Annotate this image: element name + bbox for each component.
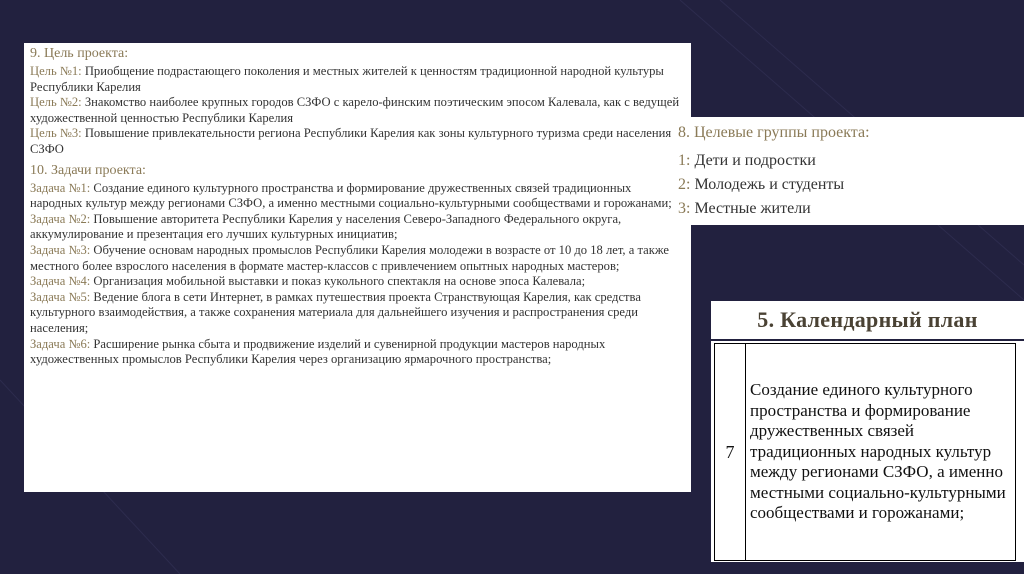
- calendar-plan-table: [714, 343, 1016, 561]
- target-group-item: [678, 197, 1021, 221]
- target-group-text: Местные жители: [690, 200, 811, 217]
- calendar-plan-title: 5. Календарный план: [757, 307, 978, 332]
- task-prefix: Задача №6:: [30, 336, 91, 351]
- target-group-item: [678, 149, 1021, 173]
- goal-text: Знакомство наиболее крупных городов СЗФО с карело-финским поэтическим эпосом Калевала, как с ведущей художественной ценностью Республики Карелия: [30, 95, 680, 125]
- task-text: Ведение блога в сети Интернет, в рамках путешествия проекта Странствующая Карелия, как средства культурного взаимодействия, а также сохранения материала для дальнейшего изучения и распространения среди населения;: [30, 289, 641, 335]
- goal-prefix: Цель №1:: [30, 64, 82, 78]
- table-row: [715, 344, 1016, 561]
- task-prefix: Задача №2:: [30, 211, 91, 226]
- task-item: [30, 212, 685, 243]
- task-text: Обучение основам народных промыслов Республики Карелия молодежи в возрасте от 10 до 18 лет, а также местного более взрослого населения в формате мастер-классов с привлечением опытных народных мастеров;: [30, 242, 669, 273]
- target-groups-heading: 8. Целевые группы проекта:: [678, 124, 870, 141]
- task-prefix: Задача №3:: [30, 242, 91, 257]
- task-text: Организация мобильной выставки и показ кукольного спектакля на основе эпоса Калевала;: [90, 274, 586, 289]
- calendar-plan-table-panel: [711, 341, 1024, 562]
- target-group-number: 2:: [678, 176, 691, 193]
- row-text-cell: Создание единого культурного пространства и формирование дружественных связей традиционных народных культур между регионами СЗФО, а именно местными социально-культурными сообществами и горожанами;: [746, 344, 1016, 561]
- target-groups-panel: [672, 117, 1024, 225]
- tasks-heading: 10. Задачи проекта:: [30, 162, 146, 178]
- target-group-item: [678, 173, 1021, 197]
- task-prefix: Задача №5:: [30, 289, 91, 304]
- target-group-text: Дети и подростки: [690, 152, 816, 169]
- task-prefix: Задача №4:: [30, 274, 91, 289]
- calendar-plan-title-panel: [711, 301, 1024, 339]
- goal-text: Приобщение подрастающего поколения и местных жителей к ценностям традиционной народной культуры Республики Карелия: [30, 64, 664, 94]
- goal-item: [30, 126, 685, 157]
- task-item: [30, 243, 685, 274]
- task-text: Расширение рынка сбыта и продвижение изделий и сувенирной продукции мастеров народных художественных промыслов Республики Карелия через организацию ярмарочного пространства;: [30, 336, 606, 367]
- row-index-cell: 7: [715, 344, 746, 561]
- task-item: [30, 181, 685, 212]
- goals-tasks-panel: [24, 43, 691, 492]
- target-group-number: 3:: [678, 200, 691, 217]
- goal-prefix: Цель №3:: [30, 126, 82, 141]
- target-group-text: Молодежь и студенты: [690, 176, 845, 193]
- goal-text: Повышение привлекательности региона Республики Карелия как зоны культурного туризма среди населения СЗФО: [30, 126, 672, 156]
- task-text: Создание единого культурного пространства и формирование дружественных связей традиционных народных культур между регионами СЗФО, а именно местными социально-культурными сообществами и горожанами;: [30, 180, 672, 211]
- goal-prefix: Цель №2:: [30, 95, 82, 110]
- task-item: [30, 274, 685, 290]
- task-item: [30, 337, 685, 368]
- task-text: Повышение авторитета Республики Карелия у населения Северо-Западного Федерального округа, аккумулирование и презентация его лучших культурных инициатив;: [30, 211, 622, 242]
- target-group-number: 1:: [678, 152, 691, 169]
- goal-item: [30, 64, 685, 95]
- goal-item: [30, 95, 685, 126]
- task-item: [30, 290, 685, 337]
- goals-heading: 9. Цель проекта:: [30, 46, 129, 61]
- task-prefix: Задача №1:: [30, 180, 91, 195]
